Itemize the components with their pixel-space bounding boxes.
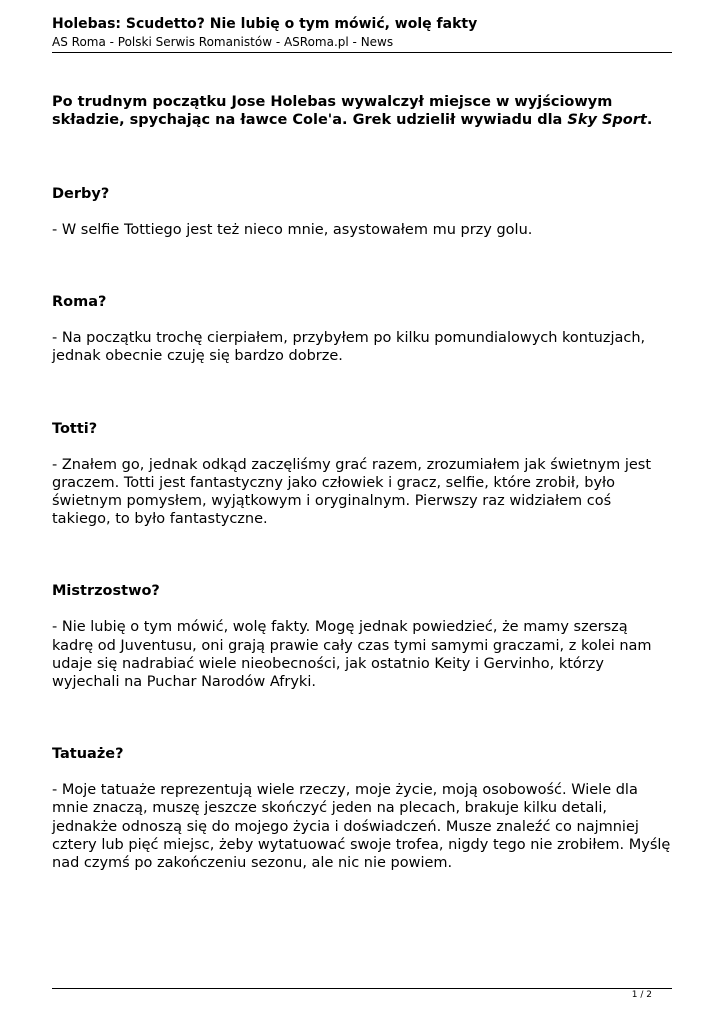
qa-item-derby bbox=[52, 185, 672, 239]
question: Derby? bbox=[52, 186, 110, 202]
qa-item-mistrzostwo bbox=[52, 582, 672, 691]
qa-item-totti bbox=[52, 420, 672, 529]
lead-end: . bbox=[646, 112, 653, 128]
answer: - Na początku trochę cierpiałem, przybyłem po kilku pomundialowych kontuzjach, jednak obecnie czuję się bardzo dobrze. bbox=[52, 330, 646, 365]
page-title: Holebas: Scudetto? Nie lubię o tym mówić, wolę fakty bbox=[52, 16, 478, 32]
answer: - Moje tatuaże reprezentują wiele rzeczy, moje życie, moją osobowość. Wiele dla mnie znaczą, muszę jeszcze skończyć jeden na plecach, brakuje kilku detali, jednakże odnoszą się do mojego życia i doświadczeń. Musze znaleźć co najmniej cztery lub pięć miejsc, żeby wytatuować swoje trofea, nigdy tego nie zrobiłem. Myślę nad czymś po zakończeniu sezonu, ale nic nie powiem. bbox=[52, 782, 671, 872]
qa-item-roma bbox=[52, 293, 672, 365]
page-header bbox=[52, 15, 672, 50]
article-lead bbox=[52, 93, 672, 129]
site-subtitle: AS Roma - Polski Serwis Romanistów - ASRoma.pl - News bbox=[52, 35, 394, 49]
footer-divider bbox=[52, 988, 672, 989]
question: Tatuaże? bbox=[52, 746, 124, 763]
lead-emphasis: Sky Sport bbox=[567, 112, 647, 128]
page-number: 1 / 2 bbox=[631, 990, 652, 1000]
qa-item-tatuaze bbox=[52, 745, 672, 872]
lead-text: Po trudnym początku Jose Holebas wywalczył miejsce w wyjściowym składzie, spychając na ławce Cole'a. Grek udzielił wywiadu dla bbox=[52, 94, 613, 128]
question: Roma? bbox=[52, 294, 107, 311]
answer: - Znałem go, jednak odkąd zaczęliśmy grać razem, zrozumiałem jak świetnym jest graczem. Totti jest fantastyczny jako człowiek i gracz, selfie, które zrobił, było świetnym pomysłem, wyjątkowym i oryginalnym. Pierwszy raz widziałem coś takiego, to było fantastyczne. bbox=[52, 456, 652, 528]
answer: - Nie lubię o tym mówić, wolę fakty. Mogę jednak powiedzieć, że mamy szerszą kadrę od Juventusu, oni grają prawie cały czas tymi samymi graczami, z kolei nam udaje się nadrabiać wiele nieobecności, jak ostatnio Keity i Gervinho, którzy wyjechali na Puchar Narodów Afryki. bbox=[52, 619, 652, 691]
question: Mistrzostwo? bbox=[52, 583, 160, 600]
answer: - W selfie Tottiego jest też nieco mnie, asystowałem mu przy golu. bbox=[52, 222, 533, 238]
article-body bbox=[52, 93, 672, 872]
header-divider bbox=[52, 52, 672, 53]
question: Totti? bbox=[52, 420, 98, 437]
